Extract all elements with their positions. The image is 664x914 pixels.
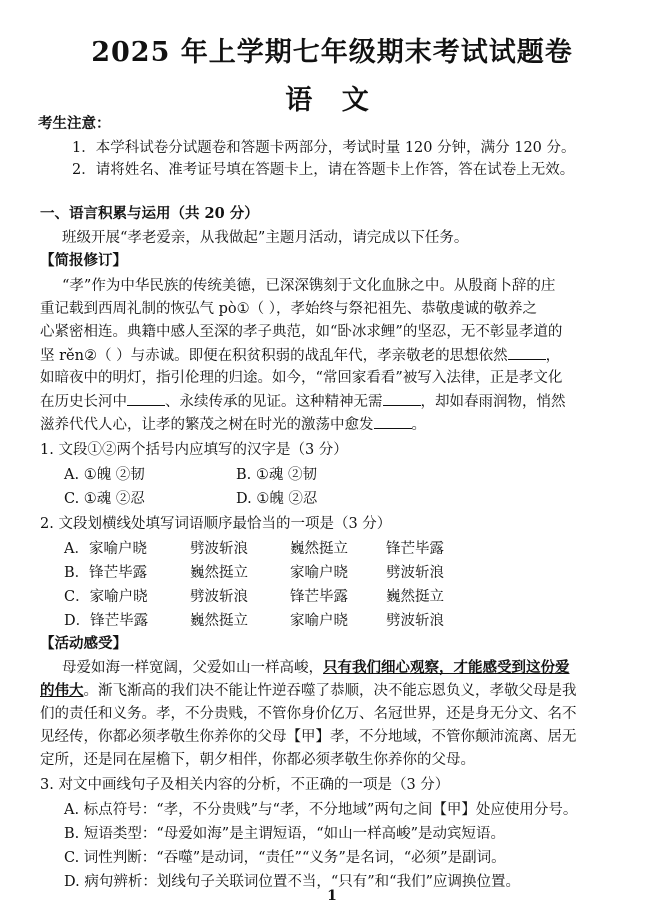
passage-line-4-text: 坚 rěn②（ ）与赤诚。即便在积贫积弱的战乱年代，孝亲敬老的思想依然 [40,348,508,364]
q3-option-a: A. 标点符号：“孝，不分贵贱”与“孝，不分地域”两句之间【甲】处应使用分号。 [64,802,578,818]
q1-option-d: D. ①魄 ②忍 [236,491,318,507]
q2-d-3: 家喻户晓 [290,613,348,629]
q2-c-4: 巍然挺立 [386,589,444,605]
q3-option-c: C. 词性判断：“吞噬”是动词，“责任”“义务”是名词，“必须”是副词。 [64,850,506,866]
blank-4 [374,414,412,429]
passage-line-6-b: 、永续传承的见证。这种精神无需 [165,394,383,410]
passage2-line-2 [40,681,577,701]
passage-line-7 [40,414,426,435]
passage-line-5: 如暗夜中的明灯，指引伦理的归途。如今，“常回家看看”被写入法律，正是孝文化 [40,370,563,386]
passage2-line-3: 们的责任和义务。孝，不分贵贱，不管你身价亿万、名冠世界，还是身无分文、名不 [40,706,577,722]
passage-line-2: 重记载到西周礼制的恢弘气 pò①（ ），孝始终与祭祀祖先、恭敬虔诚的敬养之 [40,301,537,317]
q2-stem: 2. 文段划横线处填写词语顺序最恰当的一项是（3 分） [40,516,392,532]
passage2-line-5: 定所，还是同在屋檐下，朝夕相伴，你都必须孝敬生你养你的父母。 [40,752,475,768]
q2-d-1: D．锋芒毕露 [64,613,149,629]
q2-b-3: 家喻户晓 [290,565,348,581]
q2-c-1: C．家喻户晓 [64,589,148,605]
passage2-line-1-a: 母爱如海一样宽阔，父爱如山一样高峻， [62,660,323,676]
passage2-line-2-b: 。渐飞渐高的我们决不能让忤逆吞噬了恭顺，决不能忘恩负义，孝敬父母是我 [83,683,577,699]
q2-a-4: 锋芒毕露 [386,541,444,557]
notice-item-1: 1．本学科试卷分试题卷和答题卡两部分，考试时量 120 分钟，满分 120 分。 [72,140,576,156]
q2-a-1: A．家喻户晓 [64,541,147,557]
section1-intro: 班级开展“孝老爱亲，从我做起”主题月活动，请完成以下任务。 [62,230,469,246]
passage-line-3: 心紧密相连。典籍中感人至深的孝子典范，如“卧冰求鲤”的坚忍，无不彰显孝道的 [40,324,563,340]
passage-line-6-c: ，却如春雨润物，悄然 [420,394,566,410]
blank-3 [383,391,421,406]
notice-heading: 考生注意： [38,115,111,132]
q2-c-3: 锋芒毕露 [290,589,348,605]
passage-line-4-end: ， [545,348,561,364]
q1-stem: 1. 文段①②两个括号内应填写的汉字是（3 分） [40,442,348,458]
passage-line-6 [40,391,566,412]
q3-stem: 3. 对文中画线句子及相关内容的分析，不正确的一项是（3 分） [40,777,450,793]
exam-title: 2025 年上学期七年级期末考试试题卷 [91,37,573,68]
passage-line-4 [40,345,560,366]
q2-b-1: B．锋芒毕露 [64,565,148,581]
q2-a-2: 劈波斩浪 [190,541,248,557]
q1-option-b: B. ①魂 ②韧 [236,467,317,483]
passage-line-7-end: 。 [411,417,426,433]
underlined-sentence-part-2: 的伟大 [40,682,84,699]
passage2-line-4: 见经传，你都必须孝敬生你养你的父母【甲】孝，不分地域，不管你颠沛流离、居无 [40,729,577,745]
part2-heading: 【活动感受】 [40,635,127,652]
blank-2 [127,391,165,406]
q2-b-2: 巍然挺立 [190,565,248,581]
q3-option-b: B. 短语类型：“母爱如海”是主谓短语，“如山一样高峻”是动宾短语。 [64,826,506,842]
part1-heading: 【简报修订】 [40,252,127,269]
page-number: 1 [327,888,337,904]
blank-1 [508,345,546,360]
passage-line-6-a: 在历史长河中 [40,394,127,410]
passage2-line-1 [62,658,570,678]
q1-option-c: C. ①魂 ②忍 [64,491,145,507]
section1-heading: 一、语言积累与运用（共 20 分） [40,205,259,222]
passage-line-1: “孝”作为中华民族的传统美德，已深深镌刻于文化血脉之中。从殷商卜辞的庄 [62,278,556,294]
exam-subject: 语 文 [285,85,379,116]
q2-d-2: 巍然挺立 [190,613,248,629]
passage-line-7-text: 滋养代代人心，让孝的繁茂之树在时光的激荡中愈发 [40,417,374,433]
q2-d-4: 劈波斩浪 [386,613,444,629]
q2-a-3: 巍然挺立 [290,541,348,557]
q2-b-4: 劈波斩浪 [386,565,444,581]
q3-option-d: D. 病句辨析：划线句子关联词位置不当，“只有”和“我们”应调换位置。 [64,874,520,890]
notice-item-2: 2．请将姓名、准考证号填在答题卡上，请在答题卡上作答，答在试卷上无效。 [72,162,575,178]
q1-option-a: A. ①魄 ②韧 [64,467,145,483]
underlined-sentence-part-1: 只有我们细心观察，才能感受到这份爱 [323,659,570,676]
q2-c-2: 劈波斩浪 [190,589,248,605]
